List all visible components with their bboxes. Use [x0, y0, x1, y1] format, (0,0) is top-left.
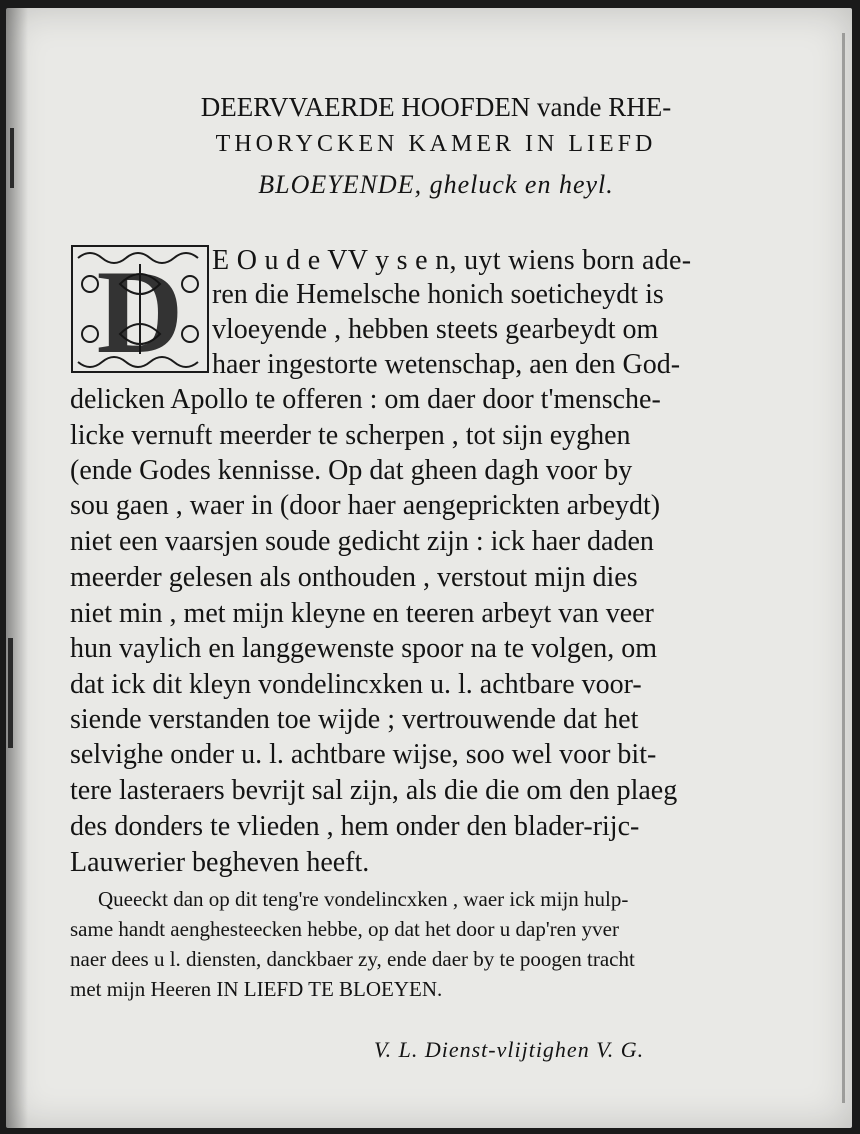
body-line: tere lasteraers bevrijt sal zijn, als die die om den plaeg: [70, 775, 678, 806]
body-line: niet een vaarsjen soude gedicht zijn : ick haer daden: [70, 526, 654, 557]
initial-letter: D: [96, 245, 184, 374]
margin-mark: [8, 638, 13, 748]
body-line: Lauwerier begheven heeft.: [70, 847, 370, 878]
closing-line: met mijn Heeren IN LIEFD TE BLOEYEN.: [70, 977, 443, 1001]
signature: V. L. Dienst-vlijtighen V. G.: [374, 1037, 645, 1062]
dedication-heading-2: [66, 131, 806, 158]
body-line: haer ingestorte wetenschap, aen den God-: [212, 349, 681, 380]
heading-line-2: THORYCKEN KAMER IN LIEFD: [215, 131, 657, 157]
body-line: dat ick dit kleyn vondelincxken u. l. achtbare voor-: [70, 669, 642, 700]
body-line: hun vaylich en langgewenste spoor na te volgen, om: [70, 633, 658, 664]
body-line: meerder gelesen als onthouden , verstout mijn dies: [70, 562, 638, 593]
body-line: niet min , met mijn kleyne en teeren arbeyt van veer: [70, 598, 654, 629]
dedication-heading-3: [66, 170, 806, 200]
book-page: [6, 8, 852, 1128]
heading-line-1: DEERVVAERDE HOOFDEN vande RHE-: [200, 92, 672, 122]
margin-mark: [10, 128, 14, 188]
closing-line: naer dees u l. diensten, danckbaer zy, ende daer by te poogen tracht: [70, 947, 635, 971]
dedication-heading: [66, 92, 806, 123]
heading-line-3: BLOEYENDE, gheluck en heyl.: [258, 170, 614, 199]
body-line: selvighe onder u. l. achtbare wijse, soo wel voor bit-: [70, 739, 657, 770]
body-line: vloeyende , hebben steets gearbeydt om: [212, 314, 659, 345]
decorated-initial: [70, 244, 210, 374]
body-line: sou gaen , waer in (door haer aengeprickten arbeydt): [70, 490, 661, 521]
body-line: siende verstanden toe wijde ; vertrouwende dat het: [70, 704, 639, 735]
body-line: (ende Godes kennisse. Op dat gheen dagh voor by: [70, 455, 633, 486]
body-line: des donders te vlieden , hem onder den blader-rijc-: [70, 811, 640, 842]
body-line: licke vernuft meerder te scherpen , tot sijn eyghen: [70, 420, 631, 451]
closing-line: Queeckt dan op dit teng're vondelincxken , waer ick mijn hulp-: [98, 887, 629, 911]
closing-line: same handt aenghesteecken hebbe, op dat het door u dap'ren yver: [70, 917, 619, 941]
body-line: E O u d e VV y s e n, uyt wiens born ade-: [212, 245, 692, 276]
body-line: ren die Hemelsche honich soeticheydt is: [212, 279, 664, 310]
margin-mark: [842, 33, 845, 1103]
body-line: delicken Apollo te offeren : om daer door t'mensche-: [70, 384, 661, 415]
